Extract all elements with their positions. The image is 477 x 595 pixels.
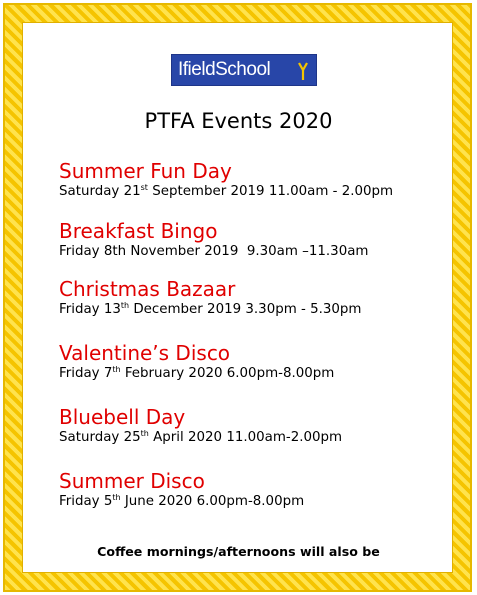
poster-content [22, 22, 453, 573]
logo-text: IfieldSchool [178, 59, 271, 80]
event-breakfast-bingo [59, 219, 368, 260]
event-summer-disco [59, 469, 304, 510]
event-christmas-bazaar [59, 277, 361, 318]
page-title: PTFA Events 2020 [144, 109, 333, 133]
school-logo [171, 54, 317, 86]
event-name: Valentine’s Disco [59, 341, 231, 365]
event-name: Christmas Bazaar [59, 277, 236, 301]
event-name: Breakfast Bingo [59, 219, 218, 243]
event-date: Friday 8th November 2019 9.30am –11.30am [59, 244, 369, 259]
event-date: Saturday 21st September 2019 11.00am - 2.00pm [59, 183, 394, 199]
event-date: Saturday 25th April 2020 11.00am-2.00pm [59, 429, 343, 445]
event-bluebell-day [59, 405, 342, 446]
event-name: Summer Fun Day [59, 159, 232, 183]
decorative-border [3, 3, 472, 592]
event-name: Bluebell Day [59, 405, 186, 429]
event-date: Friday 7th February 2020 6.00pm-8.00pm [59, 365, 335, 381]
event-date: Friday 13th December 2019 3.30pm - 5.30pm [59, 301, 362, 317]
logo-figure-icon [296, 61, 310, 81]
footer-note: Coffee mornings/afternoons will also be [97, 544, 380, 559]
event-date: Friday 5th June 2020 6.00pm-8.00pm [59, 493, 305, 509]
event-summer-fun-day [59, 159, 393, 200]
event-valentines-disco [59, 341, 334, 382]
event-name: Summer Disco [59, 469, 205, 493]
